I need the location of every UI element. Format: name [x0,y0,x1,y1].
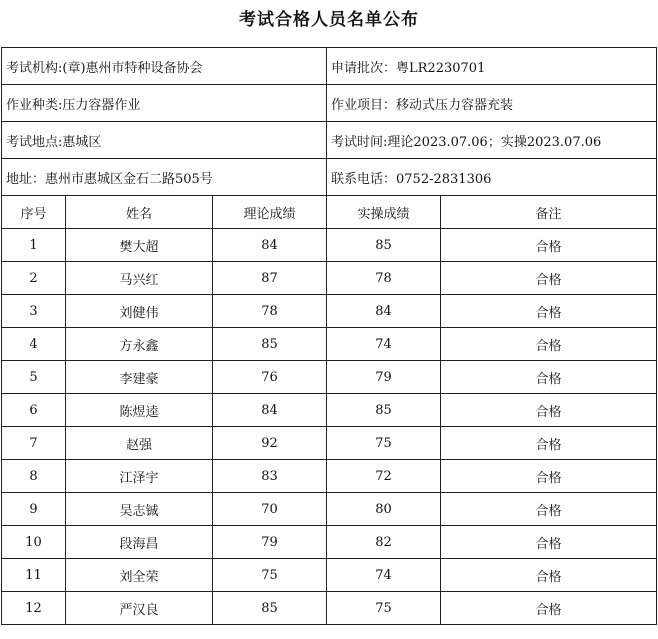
table-row [2,427,657,460]
practice-score: 78 [327,262,441,295]
remark: 合格 [441,295,657,328]
candidate-name: 马兴红 [66,262,213,295]
candidate-name: 李建豪 [66,361,213,394]
table-row [2,592,657,625]
column-header-no: 序号 [2,196,66,229]
contact-phone: 联系电话：0752-2831306 [327,159,657,196]
theory-score: 84 [213,229,327,262]
candidate-name: 方永鑫 [66,328,213,361]
row-number: 3 [2,295,66,328]
candidate-name: 刘全荣 [66,559,213,592]
row-number: 6 [2,394,66,427]
table-row [2,526,657,559]
info-row [2,122,657,159]
theory-score: 78 [213,295,327,328]
table-row [2,229,657,262]
candidate-name: 刘健伟 [66,295,213,328]
column-header-practice: 实操成绩 [327,196,441,229]
table-row [2,328,657,361]
row-number: 1 [2,229,66,262]
info-row [2,159,657,196]
row-number: 12 [2,592,66,625]
row-number: 2 [2,262,66,295]
table-row [2,559,657,592]
practice-score: 74 [327,328,441,361]
column-header-row [2,196,657,229]
theory-score: 83 [213,460,327,493]
practice-score: 85 [327,394,441,427]
practice-score: 84 [327,295,441,328]
exam-institution: 考试机构:(章)惠州市特种设备协会 [2,48,327,85]
candidate-name: 樊大超 [66,229,213,262]
candidate-name: 吴志铖 [66,493,213,526]
roster-body [2,48,657,625]
theory-score: 79 [213,526,327,559]
theory-score: 87 [213,262,327,295]
candidate-name: 江泽宇 [66,460,213,493]
theory-score: 92 [213,427,327,460]
row-number: 8 [2,460,66,493]
row-number: 7 [2,427,66,460]
remark: 合格 [441,361,657,394]
remark: 合格 [441,427,657,460]
row-number: 11 [2,559,66,592]
row-number: 10 [2,526,66,559]
theory-score: 75 [213,559,327,592]
column-header-theory: 理论成绩 [213,196,327,229]
remark: 合格 [441,559,657,592]
table-row [2,460,657,493]
table-row [2,262,657,295]
table-row [2,394,657,427]
practice-score: 85 [327,229,441,262]
row-number: 9 [2,493,66,526]
address: 地址：惠州市惠城区金石二路505号 [2,159,327,196]
row-number: 5 [2,361,66,394]
row-number: 4 [2,328,66,361]
exam-time: 考试时间:理论2023.07.06；实操2023.07.06 [327,122,657,159]
table-row [2,361,657,394]
roster-table [1,47,657,625]
remark: 合格 [441,460,657,493]
remark: 合格 [441,328,657,361]
column-header-name: 姓名 [66,196,213,229]
practice-score: 79 [327,361,441,394]
remark: 合格 [441,229,657,262]
theory-score: 84 [213,394,327,427]
work-item: 作业项目：移动式压力容器充装 [327,85,657,122]
practice-score: 80 [327,493,441,526]
remark: 合格 [441,526,657,559]
table-row [2,295,657,328]
exam-location: 考试地点:惠城区 [2,122,327,159]
theory-score: 85 [213,328,327,361]
candidate-name: 陈煜逵 [66,394,213,427]
practice-score: 74 [327,559,441,592]
theory-score: 85 [213,592,327,625]
column-header-remark: 备注 [441,196,657,229]
candidate-name: 段海昌 [66,526,213,559]
work-type: 作业种类:压力容器作业 [2,85,327,122]
remark: 合格 [441,493,657,526]
table-row [2,493,657,526]
theory-score: 76 [213,361,327,394]
remark: 合格 [441,592,657,625]
remark: 合格 [441,394,657,427]
remark: 合格 [441,262,657,295]
practice-score: 75 [327,427,441,460]
practice-score: 72 [327,460,441,493]
page-title: 考试合格人员名单公布 [239,10,419,30]
info-row [2,48,657,85]
info-row [2,85,657,122]
candidate-name: 严汉良 [66,592,213,625]
practice-score: 82 [327,526,441,559]
application-batch: 申请批次：粤LR2230701 [327,48,657,85]
candidate-name: 赵强 [66,427,213,460]
practice-score: 75 [327,592,441,625]
theory-score: 70 [213,493,327,526]
